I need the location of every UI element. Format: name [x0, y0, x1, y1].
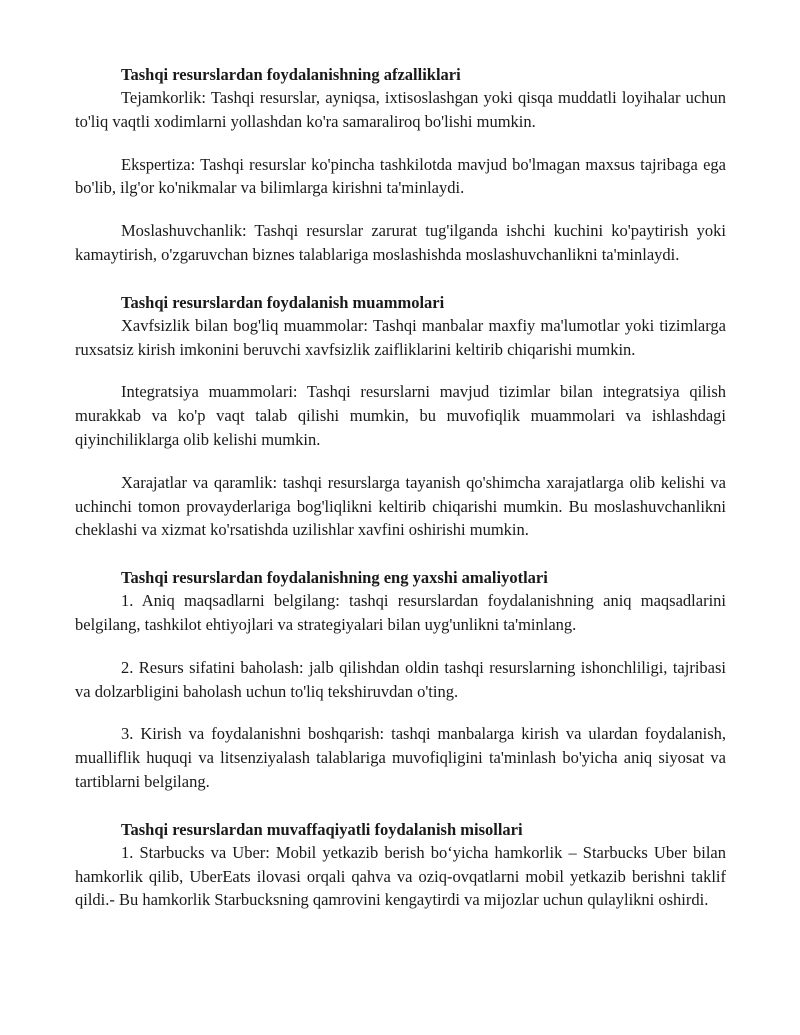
paragraph: 2. Resurs sifatini baholash: jalb qilishdan oldin tashqi resurslarning ishonchliligi, tajribasi va dolzarbligini baholash uchun to'liq tekshiruvdan o'ting.: [75, 657, 726, 701]
paragraph: Integratsiya muammolari: Tashqi resurslarni mavjud tizimlar bilan integratsiya qilish murakkab va ko'p vaqt talab qilishi mumkin, bu muvofiqlik muammolari va ishlashdagi qiyinchiliklarga olib kelishi mumkin.: [75, 382, 726, 449]
section-success-examples: [75, 819, 726, 912]
section-problems: [75, 292, 726, 542]
section-heading: Tashqi resurslardan muvaffaqiyatli foydalanish misollari: [121, 819, 523, 839]
section-heading: Tashqi resurslardan foydalanishning afzalliklari: [121, 65, 461, 84]
section-heading: Tashqi resurslardan foydalanish muammolari: [121, 292, 445, 312]
paragraph: Xavfsizlik bilan bog'liq muammolar: Tashqi manbalar maxfiy ma'lumotlar yoki tizimlarga ruxsatsiz kirish imkonini beruvchi xavfsizlik zaifliklarini keltirib chiqarishi mumkin.: [75, 315, 726, 359]
paragraph: Ekspertiza: Tashqi resurslar ko'pincha tashkilotda mavjud bo'lmagan maxsus tajribaga ega bo'lib, ilg'or ko'nikmalar va bilimlarga kirishni ta'minlaydi.: [75, 154, 726, 198]
paragraph: 3. Kirish va foydalanishni boshqarish: tashqi manbalarga kirish va ulardan foydalanish, mualliflik huquqi va litsenziyalash talablariga muvofiqligini ta'minlash bo'yicha aniq siyosat va tartiblarni belgilang.: [75, 724, 726, 791]
paragraph: Moslashuvchanlik: Tashqi resurslar zarurat tug'ilganda ishchi kuchini ko'paytirish yoki kamaytirish, o'zgaruvchan biznes talablariga moslashishda moslashuvchanlikni ta'minlaydi.: [75, 221, 726, 264]
paragraph: Xarajatlar va qaramlik: tashqi resurslarga tayanish qo'shimcha xarajatlarga olib kelishi va uchinchi tomon provayderlariga bog'liqlikni keltirib chiqarishi mumkin. Bu moslashuvchanlikni cheklashi va xizmat ko'rsatishda uzilishlar xavfini oshirishi mumkin.: [75, 472, 726, 540]
section-heading: Tashqi resurslardan foydalanishning eng yaxshi amaliyotlari: [121, 568, 548, 588]
section-best-practices: [75, 567, 726, 794]
section-advantages: [75, 64, 726, 267]
paragraph: 1. Aniq maqsadlarni belgilang: tashqi resurslardan foydalanishning aniq maqsadlarini belgilang, tashkilot ehtiyojlari va strategiyalari bilan uyg'unlikni ta'minlang.: [75, 591, 726, 634]
paragraph: 1. Starbucks va Uber: Mobil yetkazib berish bo‘yicha hamkorlik – Starbucks Uber bilan hamkorlik qilib, UberEats ilovasi orqali qahva va oziq-ovqatlarni mobil yetkazib berishni taklif qildi.- Bu hamkorlik Starbucksning qamrovini kengaytirdi va mijozlar uchun qulaylikni oshirdi.: [75, 842, 726, 910]
document-page: [75, 64, 726, 931]
paragraph: Tejamkorlik: Tashqi resurslar, ayniqsa, ixtisoslashgan yoki qisqa muddatli loyihalar uchun to'liq vaqtli xodimlarni yollashdan ko'ra samaraliroq bo'lishi mumkin.: [75, 88, 726, 131]
